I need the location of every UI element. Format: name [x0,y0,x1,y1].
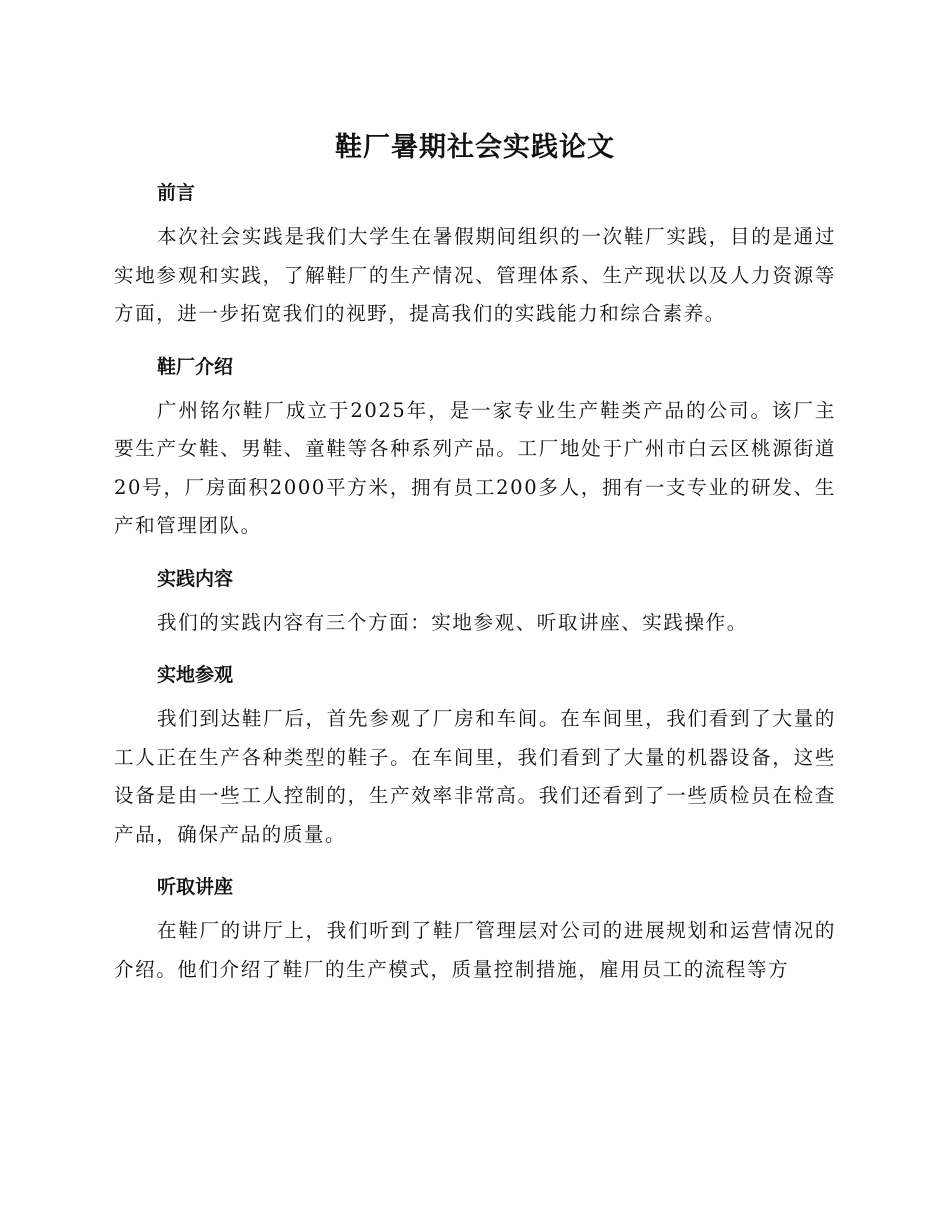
section-practice-content [114,564,836,643]
section-heading: 实地参观 [157,664,234,686]
document-title: 鞋厂暑期社会实践论文 [335,132,615,163]
section-paragraph: 在鞋厂的讲厅上，我们听到了鞋厂管理层对公司的进展规划和运营情况的介绍。他们介绍了鞋厂的生产模式，质量控制措施，雇用员工的流程等方 [114,919,836,981]
section-preface [114,178,836,334]
section-site-visit [114,660,836,854]
section-heading: 鞋厂介绍 [157,355,234,378]
section-lecture [114,872,836,989]
section-paragraph: 广州铭尔鞋厂成立于2025年，是一家专业生产鞋类产品的公司。该厂主要生产女鞋、男鞋、童鞋等各种系列产品。工厂地处于广州市白云区桃源街道20号，厂房面积2000平方米，拥有员工200多人，拥有一支专业的研发、生产和管理团队。 [114,398,836,537]
document-body [114,128,836,1001]
section-paragraph: 本次社会实践是我们大学生在暑假期间组织的一次鞋厂实践，目的是通过实地参观和实践，了解鞋厂的生产情况、管理体系、生产现状以及人力资源等方面，进一步拓宽我们的视野，提高我们的实践能力和综合素养。 [114,225,836,325]
section-heading: 听取讲座 [157,876,234,898]
section-paragraph: 我们的实践内容有三个方面：实地参观、听取讲座、实践操作。 [157,610,748,634]
section-paragraph: 我们到达鞋厂后，首先参观了厂房和车间。在车间里，我们看到了大量的工人正在生产各种类型的鞋子。在车间里，我们看到了大量的机器设备，这些设备是由一些工人控制的，生产效率非常高。我们还看到了一些质检员在检查产品，确保产品的质量。 [114,707,836,846]
section-factory-intro [114,352,836,546]
section-heading: 前言 [157,182,196,204]
section-heading: 实践内容 [157,567,234,590]
